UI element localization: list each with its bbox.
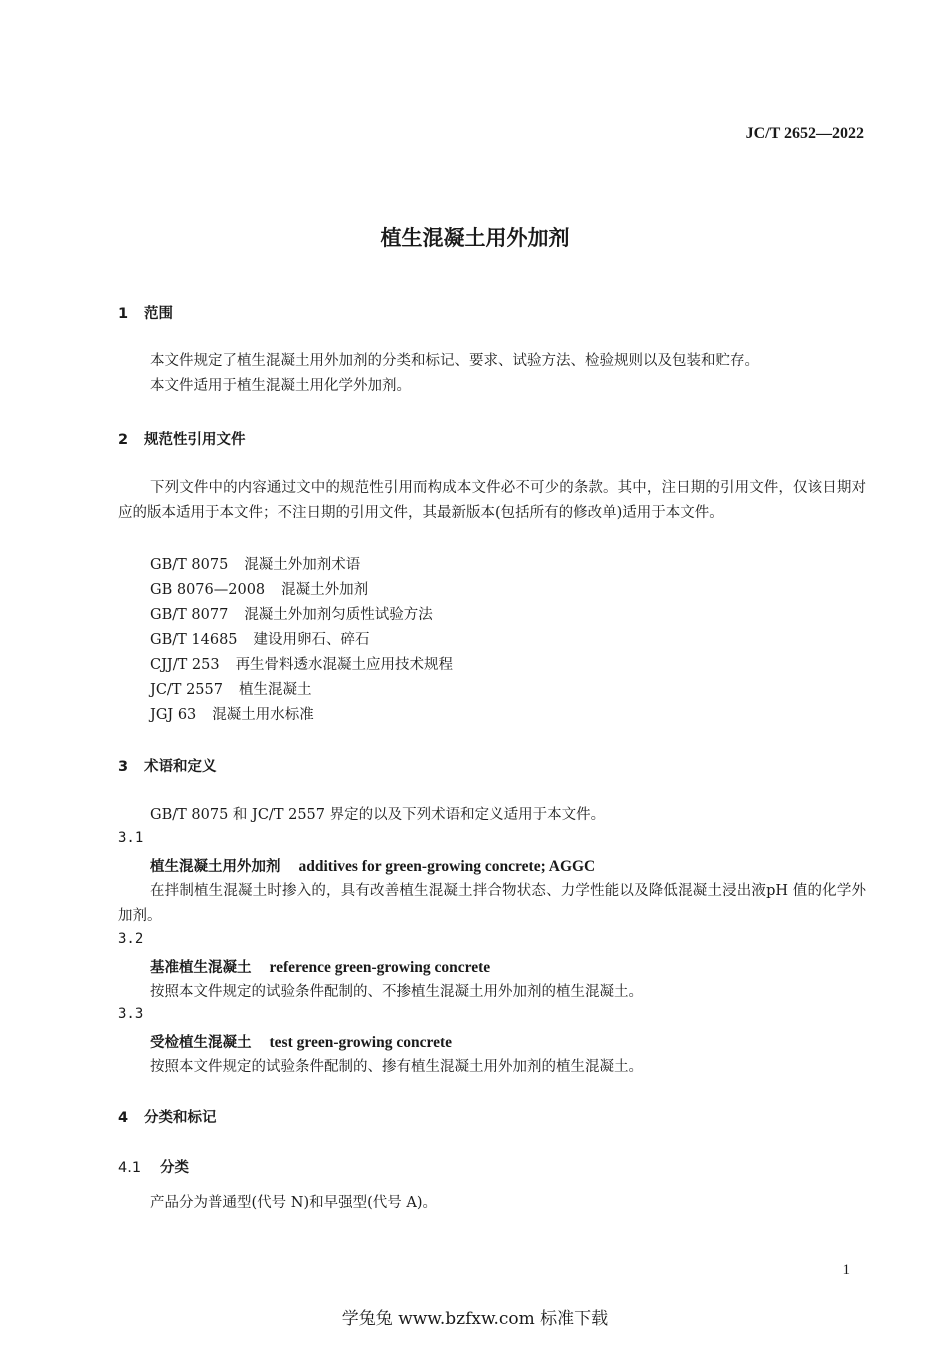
- scope-paragraph-1: 本文件规定了植生混凝土用外加剂的分类和标记、要求、试验方法、检验规则以及包装和贮存。: [150, 353, 759, 369]
- reference-item: [150, 678, 311, 699]
- page-number: 1: [842, 1262, 850, 1278]
- term-definition: 按照本文件规定的试验条件配制的、掺有植生混凝土用外加剂的植生混凝土。: [150, 1059, 643, 1075]
- reference-code: GB/T 14685: [150, 632, 238, 648]
- term-number: 3.3: [118, 1006, 144, 1022]
- reference-item: [150, 628, 370, 649]
- subsection-title: 分类: [160, 1160, 189, 1176]
- term-en: test green-growing concrete: [269, 1034, 452, 1051]
- section-1-heading: [118, 302, 173, 323]
- section-number: 1: [118, 306, 129, 322]
- standard-code: JC/T 2652—2022: [745, 125, 864, 142]
- reference-code: GB 8076—2008: [150, 582, 266, 598]
- section-title: 术语和定义: [144, 759, 217, 775]
- term-zh: 植生混凝土用外加剂: [150, 858, 281, 875]
- section-2-heading: [118, 428, 246, 449]
- section-number: 4: [118, 1110, 129, 1126]
- term-heading: [150, 855, 595, 876]
- reference-name: 混凝土外加剂匀质性试验方法: [244, 607, 433, 623]
- reference-name: 混凝土用水标准: [212, 707, 314, 723]
- scope-paragraph-2: 本文件适用于植生混凝土用化学外加剂。: [150, 378, 411, 394]
- section-number: 2: [118, 432, 129, 448]
- subsection-number: 4.1: [118, 1160, 142, 1176]
- term-heading: [150, 956, 490, 977]
- term-en: additives for green-growing concrete; AGGC: [298, 858, 596, 875]
- reference-name: 植生混凝土: [238, 682, 312, 698]
- terms-intro: GB/T 8075 和 JC/T 2557 界定的以及下列术语和定义适用于本文件。: [150, 807, 606, 823]
- reference-item: [150, 703, 314, 724]
- term-definition: 在拌制植生混凝土时掺入的，具有改善植生混凝土拌合物状态、力学性能以及降低混凝土浸出液pH 值的化学外加剂。: [118, 883, 866, 924]
- subsection-4-1-heading: [118, 1156, 189, 1177]
- section-4-heading: [118, 1106, 217, 1127]
- reference-name: 混凝土外加剂: [281, 582, 369, 598]
- section-title: 范围: [144, 306, 173, 322]
- term-zh: 受检植生混凝土: [150, 1034, 252, 1051]
- reference-code: GB/T 8075: [150, 557, 229, 573]
- classification-paragraph: 产品分为普通型(代号 N)和早强型(代号 A)。: [150, 1195, 438, 1211]
- reference-item: [150, 578, 368, 599]
- reference-code: JGJ 63: [150, 707, 197, 723]
- term-number: 3.2: [118, 931, 144, 947]
- term-number: 3.1: [118, 830, 144, 846]
- term-zh: 基准植生混凝土: [150, 959, 252, 976]
- term-en: reference green-growing concrete: [269, 959, 491, 976]
- reference-name: 再生骨料透水混凝土应用技术规程: [235, 657, 454, 673]
- reference-code: GB/T 8077: [150, 607, 229, 623]
- reference-item: [150, 653, 453, 674]
- document-title: 植生混凝土用外加剂: [380, 226, 570, 250]
- reference-item: [150, 603, 433, 624]
- reference-name: 建设用卵石、碎石: [253, 632, 370, 648]
- reference-name: 混凝土外加剂术语: [244, 557, 361, 573]
- section-number: 3: [118, 759, 129, 775]
- normative-references-intro: 下列文件中的内容通过文中的规范性引用而构成本文件必不可少的条款。其中，注日期的引用文件，仅该日期对应的版本适用于本文件；不注日期的引用文件，其最新版本(包括所有的修改单)适用于本文件。: [118, 480, 866, 521]
- term-heading: [150, 1031, 452, 1052]
- reference-code: JC/T 2557: [150, 682, 223, 698]
- section-3-heading: [118, 755, 217, 776]
- reference-code: CJJ/T 253: [150, 657, 220, 673]
- term-definition: 按照本文件规定的试验条件配制的、不掺植生混凝土用外加剂的植生混凝土。: [150, 984, 643, 1000]
- reference-item: [150, 553, 360, 574]
- section-title: 分类和标记: [144, 1110, 217, 1126]
- section-title: 规范性引用文件: [144, 432, 246, 448]
- footer-watermark: 学兔兔 www.bzfxw.com 标准下载: [341, 1309, 609, 1329]
